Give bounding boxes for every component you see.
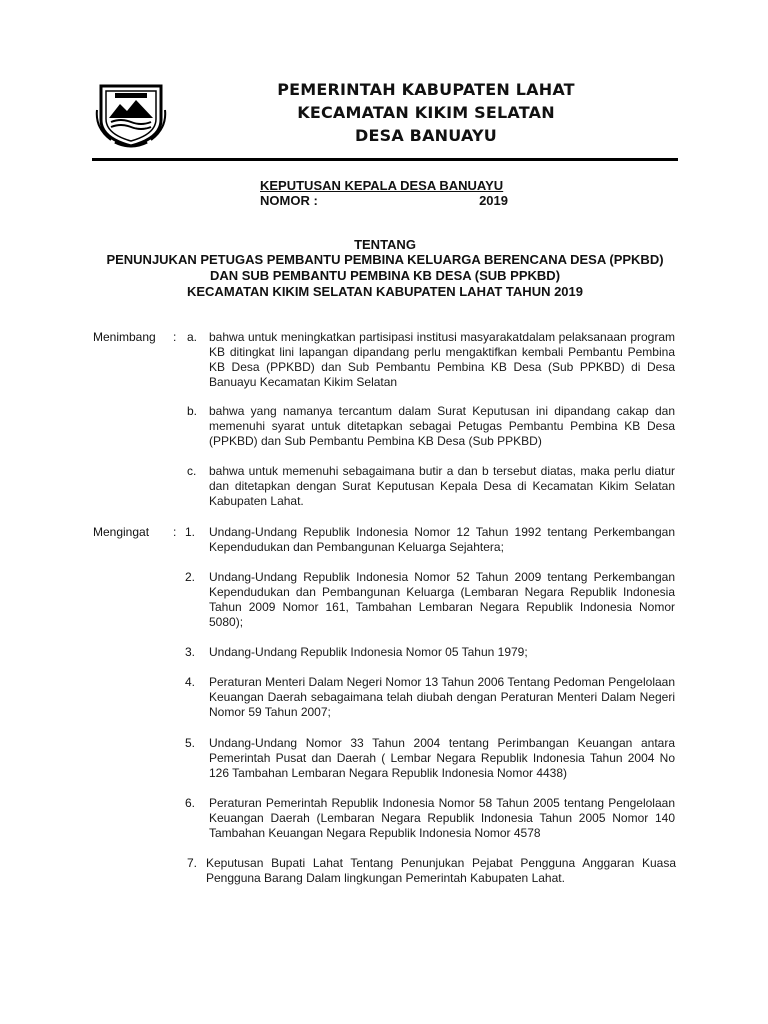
menimbang-colon: : bbox=[173, 330, 177, 344]
decree-title: KEPUTUSAN KEPALA DESA BANUAYU bbox=[260, 178, 504, 193]
menimbang-mark-b: b. bbox=[187, 404, 198, 418]
subject-line-1: PENUNJUKAN PETUGAS PEMBANTU PEMBINA KELUARGA BERENCANA DESA (PPKBD) bbox=[106, 252, 664, 267]
mengingat-mark-1: 1. bbox=[185, 525, 196, 539]
menimbang-mark-c: c. bbox=[187, 464, 197, 478]
mengingat-mark-5: 5. bbox=[185, 736, 196, 750]
mengingat-colon: : bbox=[173, 525, 177, 539]
mengingat-item-2: Undang-Undang Republik Indonesia Nomor 52 Tahun 2009 tentang Perkembangan Kependudukan dan Pembangunan Keluarga (Lembaran Negara Republik Indonesia Tahun 2009 Nomor 161, Tambahan Lembaran Negara Republik Indonesia Nomor 5080); bbox=[209, 570, 675, 629]
letterhead-regency: PEMERINTAH KABUPATEN LAHAT bbox=[277, 80, 575, 99]
mengingat-item-1: Undang-Undang Republik Indonesia Nomor 12 Tahun 1992 tentang Perkembangan Kependudukan dan Pembangunan Keluarga Sejahtera; bbox=[209, 525, 675, 554]
mengingat-mark-3: 3. bbox=[185, 645, 196, 659]
mengingat-label: Mengingat bbox=[93, 525, 150, 539]
mengingat-item-4: Peraturan Menteri Dalam Negeri Nomor 13 Tahun 2006 Tentang Pedoman Pengelolaan Keuangan Daerah sebagaimana telah diubah dengan Peraturan Menteri Dalam Negeri Nomor 59 Tahun 2007; bbox=[209, 675, 675, 719]
letterhead-village: DESA BANUAYU bbox=[355, 126, 497, 145]
menimbang-item-b: bahwa yang namanya tercantum dalam Surat Keputusan ini dipandang cakap dan memenuhi syarat untuk ditetapkan sebagai Petugas Pembantu Pembina KB Desa (PPKBD) dan Sub Pembantu Pembina KB Desa (Sub PPKBD) bbox=[209, 404, 675, 448]
decree-number bbox=[260, 193, 510, 209]
mengingat-mark-4: 4. bbox=[185, 675, 196, 689]
regency-emblem-logo bbox=[93, 80, 169, 150]
mengingat-item-3: Undang-Undang Republik Indonesia Nomor 05 Tahun 1979; bbox=[209, 645, 528, 659]
decree-number-label: NOMOR : bbox=[260, 193, 318, 208]
decree-year: 2019 bbox=[479, 193, 508, 208]
mengingat-item-7: Keputusan Bupati Lahat Tentang Penunjukan Pejabat Pengguna Anggaran Kuasa Pengguna Barang Dalam lingkungan Pemerintah Kabupaten Lahat. bbox=[206, 856, 676, 885]
mengingat-mark-6: 6. bbox=[185, 796, 196, 810]
mengingat-item-5: Undang-Undang Nomor 33 Tahun 2004 tentang Perimbangan Keuangan antara Pemerintah Pusat dan Daerah ( Lembar Negara Republik Indonesia Tahun 2004 No 126 Tambahan Lembaran Negara Republik Indonesia Nomor 4438) bbox=[209, 736, 675, 780]
menimbang-item-a: bahwa untuk meningkatkan partisipasi institusi masyarakatdalam pelaksanaan program KB ditingkat lini lapangan dipandang perlu mengaktifkan kembali Pembantu Pembina KB Desa (PPKBD) dan Sub Pembantu Pembina KB Desa (Sub PPKBD) di Desa Banuayu Kecamatan Kikim Selatan bbox=[209, 330, 675, 389]
letterhead-district: KECAMATAN KIKIM SELATAN bbox=[297, 103, 555, 122]
mengingat-mark-2: 2. bbox=[185, 570, 196, 584]
mengingat-item-6: Peraturan Pemerintah Republik Indonesia Nomor 58 Tahun 2005 tentang Pengelolaan Keuangan Daerah (Lembaran Negara Republik Indonesia Tahun 2005 Nomor 140 Tambahan Keuangan Negara Republik Indonesia Nomor 4578 bbox=[209, 796, 675, 840]
subject-line-3: KECAMATAN KIKIM SELATAN KABUPATEN LAHAT TAHUN 2019 bbox=[186, 284, 583, 299]
subject-line-2: DAN SUB PEMBANTU PEMBINA KB DESA (SUB PPKBD) bbox=[209, 268, 561, 283]
letterhead-divider bbox=[92, 158, 678, 161]
mengingat-mark-7: 7. bbox=[187, 856, 198, 870]
menimbang-mark-a: a. bbox=[187, 330, 198, 344]
subject-tentang: TENTANG bbox=[354, 237, 416, 252]
menimbang-item-c: bahwa untuk memenuhi sebagaimana butir a dan b tersebut diatas, maka perlu diatur dan ditetapkan dengan Surat Keputusan Kepala Desa di Kecamatan Kikim Selatan Kabupaten Lahat. bbox=[209, 464, 675, 508]
menimbang-label: Menimbang bbox=[93, 330, 156, 344]
